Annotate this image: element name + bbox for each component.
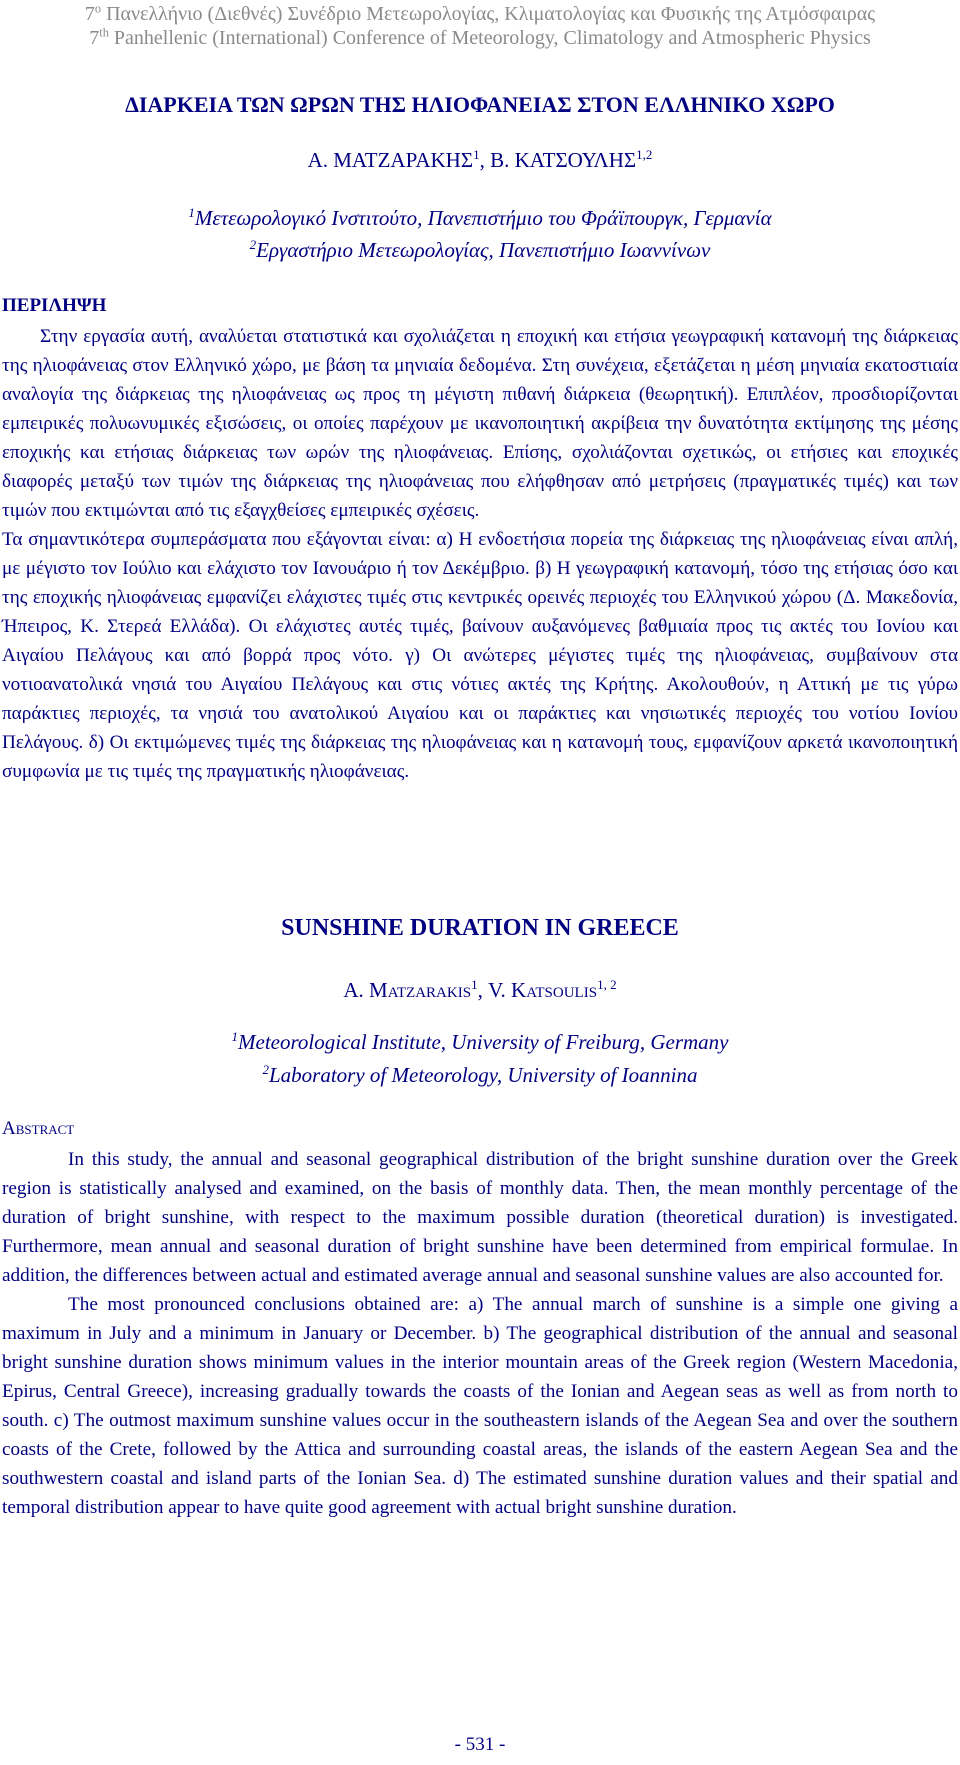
affiliation-text: Εργαστήριο Μετεωρολογίας, Πανεπιστήμιο Ιωαννίνων xyxy=(256,238,711,262)
english-abstract-body xyxy=(2,1145,958,1522)
english-author-1: A. Matzarakis xyxy=(343,978,472,1002)
english-author-2: V. Katsoulis xyxy=(488,978,598,1002)
greek-authors xyxy=(0,148,960,173)
english-author-1-affil: 1 xyxy=(471,977,478,992)
header-edition-suffix-en: th xyxy=(99,25,109,40)
header-edition-suffix: ο xyxy=(94,1,102,16)
english-author-2-affil: 1, 2 xyxy=(597,977,617,992)
greek-author-2-affil: 1,2 xyxy=(636,147,653,162)
english-affiliation-2 xyxy=(0,1063,960,1088)
greek-author-1: Α. ΜΑΤΖΑΡΑΚΗΣ xyxy=(307,148,474,172)
greek-abstract-paragraph-2: Τα σημαντικότερα συμπεράσματα που εξάγονται είναι: α) Η ενδοετήσια πορεία της διάρκειας της ηλιοφάνειας είναι απλή, με μέγιστο τον Ιούλιο και ελάχιστο τον Ιανουάριο ή τον Δεκέμβριο. β) Η γεωγραφική κατανομή, τόσο της ετήσιας όσο και της εποχικής ηλιοφάνειας εμφανίζει ελάχιστες τιμές στις κεντρικές ορεινές περιοχές του Ελληνικού χώρου (Δ. Μακεδονία, Ήπειρος, Κ. Στερεά Ελλάδα). Οι ελάχιστες αυτές τιμές, βαίνουν αυξανόμενες βαθμιαία προς τις ακτές του Ιονίου και Αιγαίου Πελάγους και από βορρά προς νότο. γ) Οι ανώτερες μέγιστες τιμές της ηλιοφάνειας, συμβαίνουν στα νοτιοανατολικά νησιά του Αιγαίου Πελάγους και στις νότιες ακτές της Κρήτης. Ακολουθούν, η Αττική με τις γύρω παράκτιες περιοχές, τα νησιά του ανατολικού Αιγαίου και οι παράκτιες και νησιωτικές περιοχές του νοτίου Ιονίου Πελάγους. δ) Οι εκτιμώμενες τιμές της διάρκειας της ηλιοφάνειας και η κατανομή τους, εμφανίζουν αρκετά ικανοποιητική συμφωνία με τις τιμές της πραγματικής ηλιοφάνειας. xyxy=(2,529,958,782)
greek-affiliation-1 xyxy=(0,206,960,231)
page-number: - 531 - xyxy=(454,1734,506,1755)
greek-title: ΔΙΑΡΚΕΙΑ ΤΩΝ ΩΡΩΝ ΤΗΣ ΗΛΙΟΦΑΝΕΙΑΣ ΣΤΟΝ ΕΛΛΗΝΙΚΟ ΧΩΡΟ xyxy=(125,92,835,117)
greek-affiliation-2 xyxy=(0,238,960,263)
english-abstract-paragraph-2: The most pronounced conclusions obtained are: a) The annual march of sunshine is a simple one giving a maximum in July and a minimum in January or December. b) The geographical distribution of the annual and seasonal bright sunshine duration shows minimum values in the interior mountain areas of the Greek region (Western Macedonia, Epirus, Central Greece), increasing gradually towards the coasts of the Ionian and Aegean seas as well as from north to south. c) The outmost maximum sunshine values occur in the southeastern islands of the Aegean Sea and over the southern coasts of the Crete, followed by the Attica and surrounding coastal areas, the islands of the eastern Aegean Sea and the southwestern coastal and island parts of the Ionian Sea. d) The estimated sunshine duration values and their spatial and temporal distribution appear to have quite good agreement with actual bright sunshine duration. xyxy=(2,1294,958,1518)
affiliation-text: Meteorological Institute, University of Freiburg, Germany xyxy=(238,1030,729,1054)
english-authors xyxy=(0,978,960,1003)
header-edition-number-en: 7 xyxy=(89,27,100,49)
author-separator: , xyxy=(479,148,491,172)
english-title: SUNSHINE DURATION IN GREECE xyxy=(281,915,679,941)
greek-abstract-body xyxy=(2,322,958,786)
greek-author-1-affil: 1 xyxy=(473,147,480,162)
affiliation-marker: 2 xyxy=(249,237,257,252)
header-edition-number: 7 xyxy=(84,3,95,25)
affiliation-text: Laboratory of Meteorology, University of Ioannina xyxy=(269,1063,698,1087)
english-abstract-heading: Abstract xyxy=(2,1118,75,1139)
author-separator: , xyxy=(477,978,489,1002)
header-line-greek xyxy=(0,2,960,26)
greek-abstract-paragraph-1: Στην εργασία αυτή, αναλύεται στατιστικά και σχολιάζεται η εποχική και ετήσια γεωγραφική κατανομή της διάρκειας της ηλιοφάνειας στον Ελληνικό χώρο, με βάση τα μηνιαία δεδομένα. Στη συνέχεια, εξετάζεται η μέση μηνιαία εκατοστιαία αναλογία της διάρκειας της ηλιοφάνειας ως προς τη μέγιστη πιθανή διάρκεια (θεωρητική). Επιπλέον, προσδιορίζονται εμπειρικές πολυωνυμικές εξισώσεις, οι οποίες παρέχουν με ικανοποιητική ακρίβεια την δυνατότητα εκτίμησης της μέσης εποχικής και ετήσιας διάρκειας των ωρών της ηλιοφάνειας. Επίσης, σχολιάζονται σχετικώς, οι ετήσιες και εποχικές διαφορές μεταξύ των τιμών της διάρκειας της ηλιοφάνειας που ελήφθησαν από μετρήσεις (πραγματικές τιμές) και των τιμών που εκτιμώνται από τις εξαγχθείσες εμπειρικές σχέσεις. xyxy=(2,326,958,521)
header-english-text: Panhellenic (International) Conference of Meteorology, Climatology and Atmospheric Physics xyxy=(108,27,871,49)
greek-author-2: Β. ΚΑΤΣΟΥΛΗΣ xyxy=(490,148,637,172)
greek-abstract-heading: ΠΕΡΙΛΗΨΗ xyxy=(2,295,107,316)
affiliation-text: Μετεωρολογικό Ινστιτούτο, Πανεπιστήμιο του Φράϊπουργκ, Γερμανία xyxy=(194,206,772,230)
english-affiliation-1 xyxy=(0,1030,960,1055)
header-greek-text: Πανελλήνιο (Διεθνές) Συνέδριο Μετεωρολογίας, Κλιματολογίας και Φυσικής της Ατμόσφαιρας xyxy=(101,3,876,25)
english-abstract-paragraph-1: In this study, the annual and seasonal geographical distribution of the bright sunshine duration over the Greek region is statistically analysed and examined, on the basis of monthly data. Then, the mean monthly percentage of the duration of bright sunshine, with respect to the maximum possible duration (theoretical duration) is investigated. Furthermore, mean annual and seasonal duration of bright sunshine have been determined from empirical formulae. In addition, the differences between actual and estimated average annual and seasonal sunshine values are also accounted for. xyxy=(2,1149,958,1286)
header-line-english xyxy=(0,26,960,50)
affiliation-marker: 1 xyxy=(231,1029,238,1044)
affiliation-marker: 2 xyxy=(262,1062,269,1077)
affiliation-marker: 1 xyxy=(188,205,195,220)
